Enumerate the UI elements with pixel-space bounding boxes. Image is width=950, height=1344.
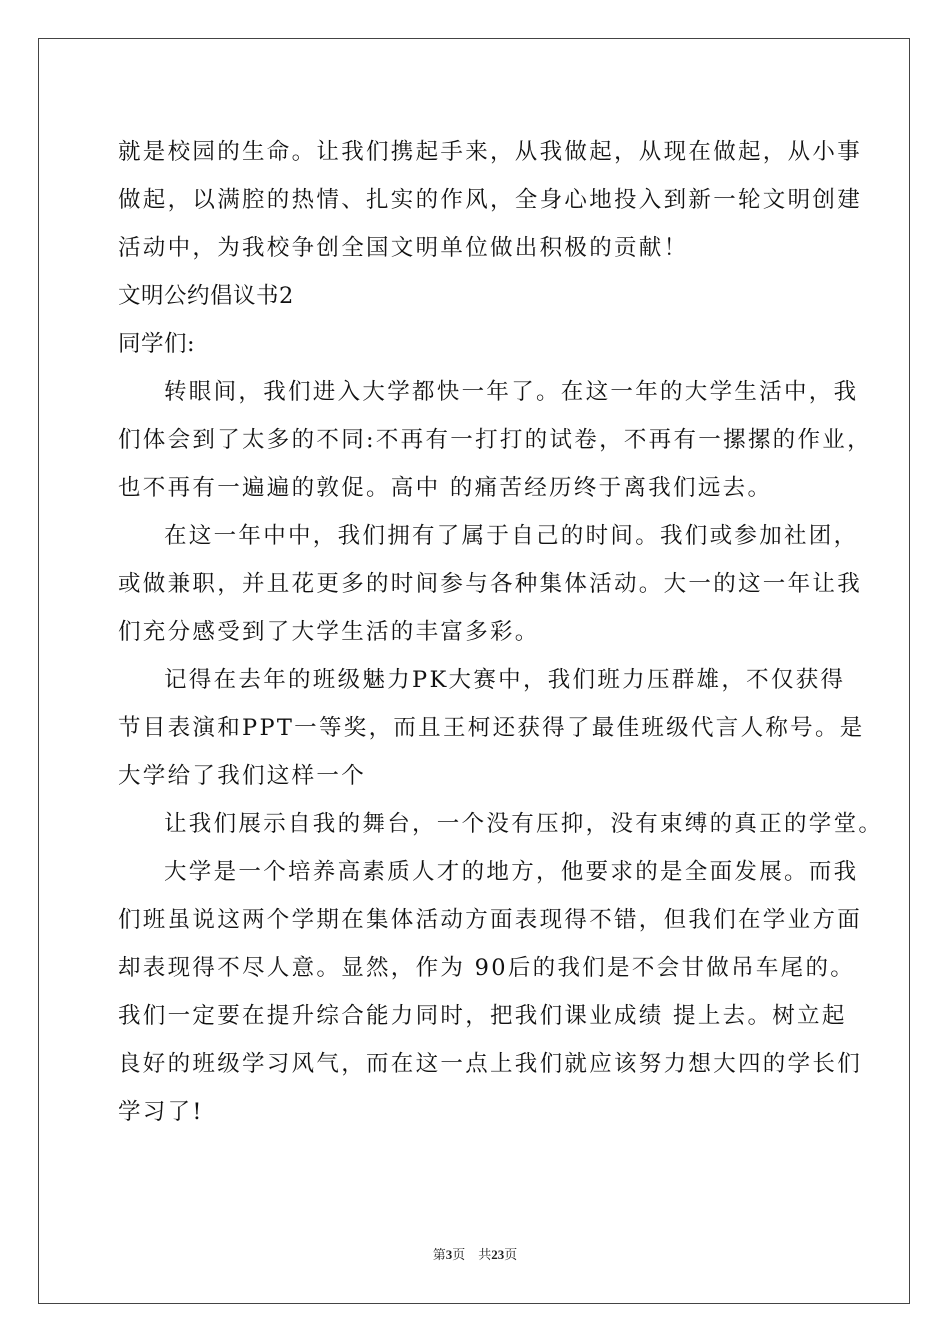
text-line: 们体会到了太多的不同:不再有一打打的试卷，不再有一摞摞的作业， [118,427,872,453]
page-prefix: 第 [432,1248,446,1263]
text-line: 大学给了我们这样一个 [118,763,367,789]
text-line: 也不再有一遍遍的敦促。高中 的痛苦经历终于离我们远去。 [118,475,773,501]
text-line: 活动中，为我校争创全国文明单位做出积极的贡献！ [118,235,689,261]
salutation: 同学们: [118,331,196,357]
text-line: 却表现得不尽人意。显然，作为 90后的我们是不会甘做吊车尾的。 [118,955,856,981]
text-line: 记得在去年的班级魅力PK大赛中，我们班力压群雄，不仅获得 [164,667,846,693]
text-line: 转眼间，我们进入大学都快一年了。在这一年的大学生活中，我 [164,379,859,405]
text-line: 做起，以满腔的热情、扎实的作风，全身心地投入到新一轮文明创建 [118,187,863,213]
document-body [118,128,884,1136]
text-line: 节目表演和PPT一等奖，而且王柯还获得了最佳班级代言人称号。是 [118,715,865,741]
page-current: 3 [445,1247,453,1262]
text-line: 们充分感受到了大学生活的丰富多彩。 [118,619,540,645]
text-line: 让我们展示自我的舞台，一个没有压抑，没有束缚的真正的学堂。 [164,811,884,837]
text-line: 或做兼职，并且花更多的时间参与各种集体活动。大一的这一年让我 [118,571,863,597]
text-line: 学习了! [118,1099,204,1125]
page-total: 23 [491,1247,505,1262]
page-suffix: 页 [504,1248,518,1263]
text-line: 我们一定要在提升综合能力同时，把我们课业成绩 提上去。树立起 [118,1003,847,1029]
text-line: 良好的班级学习风气，而在这一点上我们就应该努力想大四的学长们 [118,1051,863,1077]
text-line: 在这一年中中，我们拥有了属于自己的时间。我们或参加社团， [164,523,859,549]
text-line: 们班虽说这两个学期在集体活动方面表现得不错，但我们在学业方面 [118,907,863,933]
text-line: 就是校园的生命。让我们携起手来，从我做起，从现在做起，从小事 [118,139,863,165]
text-line: 大学是一个培养高素质人才的地方，他要求的是全面发展。而我 [164,859,859,885]
page-mid: 页 共 [452,1248,492,1263]
page-footer [0,1244,950,1263]
section-title: 文明公约倡议书2 [118,283,294,309]
